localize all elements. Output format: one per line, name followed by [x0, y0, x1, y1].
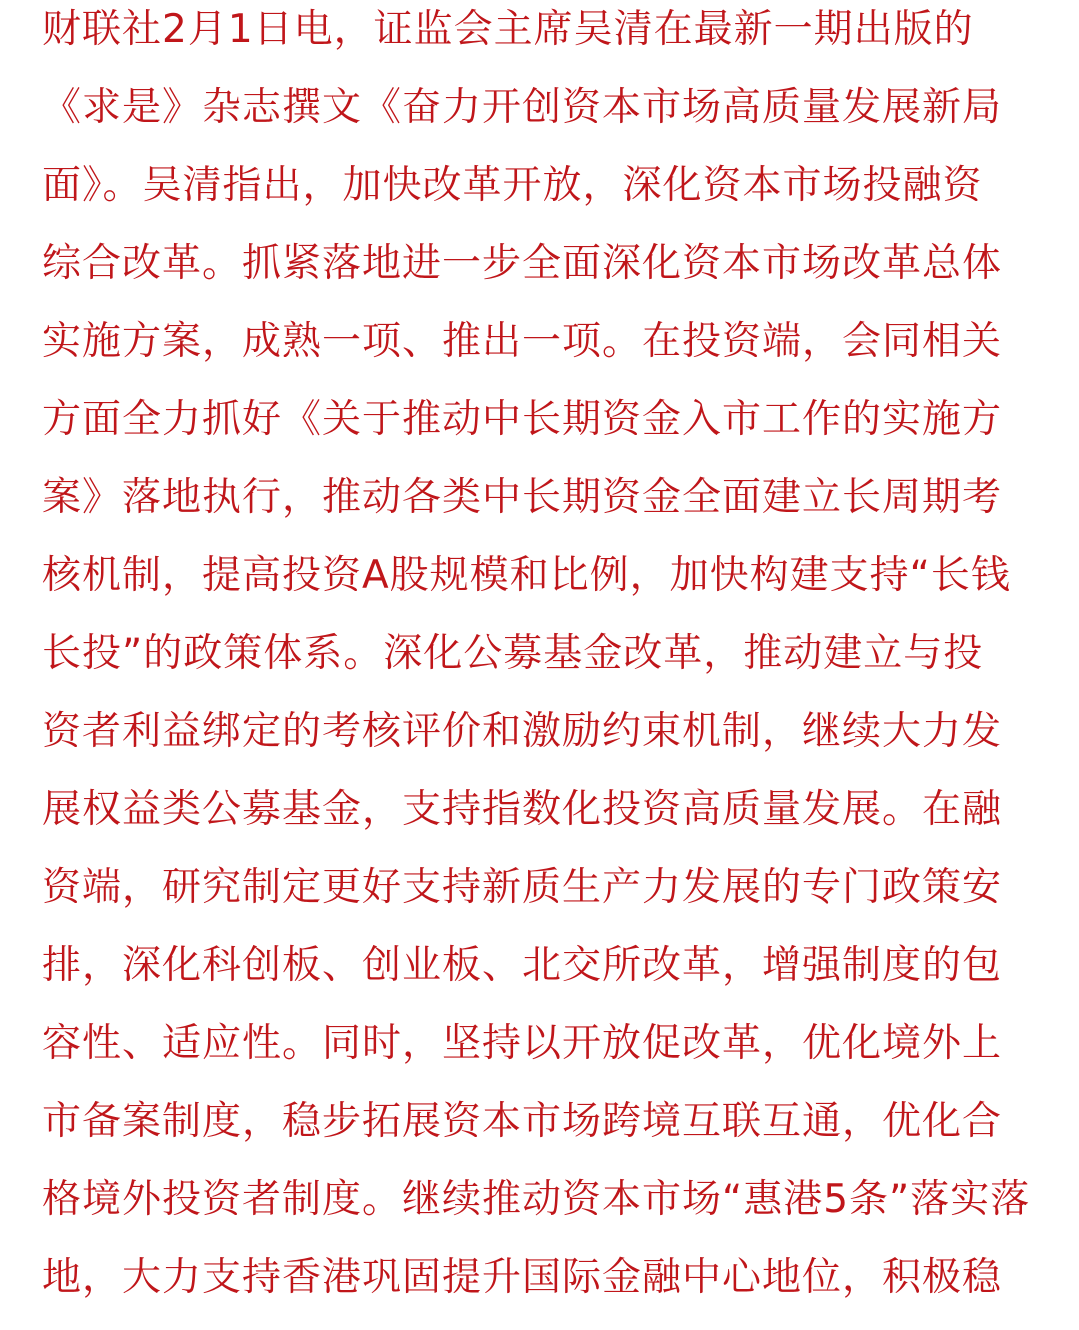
- article-line: 财联社2月1日电，证监会主席吴清在最新一期出版的: [42, 7, 974, 52]
- article-line: 排，深化科创板、创业板、北交所改革，增强制度的包: [42, 943, 1003, 988]
- article-line: 方面全力抓好《关于推动中长期资金入市工作的实施方: [42, 397, 1003, 442]
- article-line: 《求是》杂志撰文《奋力开创资本市场高质量发展新局: [42, 85, 1003, 130]
- article-line: 面》。吴清指出，加快改革开放，深化资本市场投融资: [42, 163, 983, 208]
- article-line: 综合改革。抓紧落地进一步全面深化资本市场改革总体: [42, 241, 1003, 286]
- article-line: 核机制，提高投资A股规模和比例，加快构建支持“长钱: [42, 553, 1011, 598]
- article-line: 格境外投资者制度。继续推动资本市场“惠港5条”落实落: [42, 1177, 1031, 1222]
- article-line: 地，大力支持香港巩固提升国际金融中心地位，积极稳: [42, 1255, 1003, 1300]
- article-line: 市备案制度，稳步拓展资本市场跨境互联互通，优化合: [42, 1099, 1003, 1144]
- article-line: 资者利益绑定的考核评价和激励约束机制，继续大力发: [42, 709, 1003, 754]
- article-line: 容性、适应性。同时，坚持以开放促改革，优化境外上: [42, 1021, 1003, 1066]
- article-line: 长投”的政策体系。深化公募基金改革，推动建立与投: [42, 631, 984, 676]
- article-line: 资端，研究制定更好支持新质生产力发展的专门政策安: [42, 865, 1003, 910]
- article-line: 展权益类公募基金，支持指数化投资高质量发展。在融: [42, 787, 1003, 832]
- article-line: 实施方案，成熟一项、推出一项。在投资端，会同相关: [42, 319, 1003, 364]
- article-body: [42, 4, 1042, 1330]
- article-line: 案》落地执行，推动各类中长期资金全面建立长周期考: [42, 475, 1003, 520]
